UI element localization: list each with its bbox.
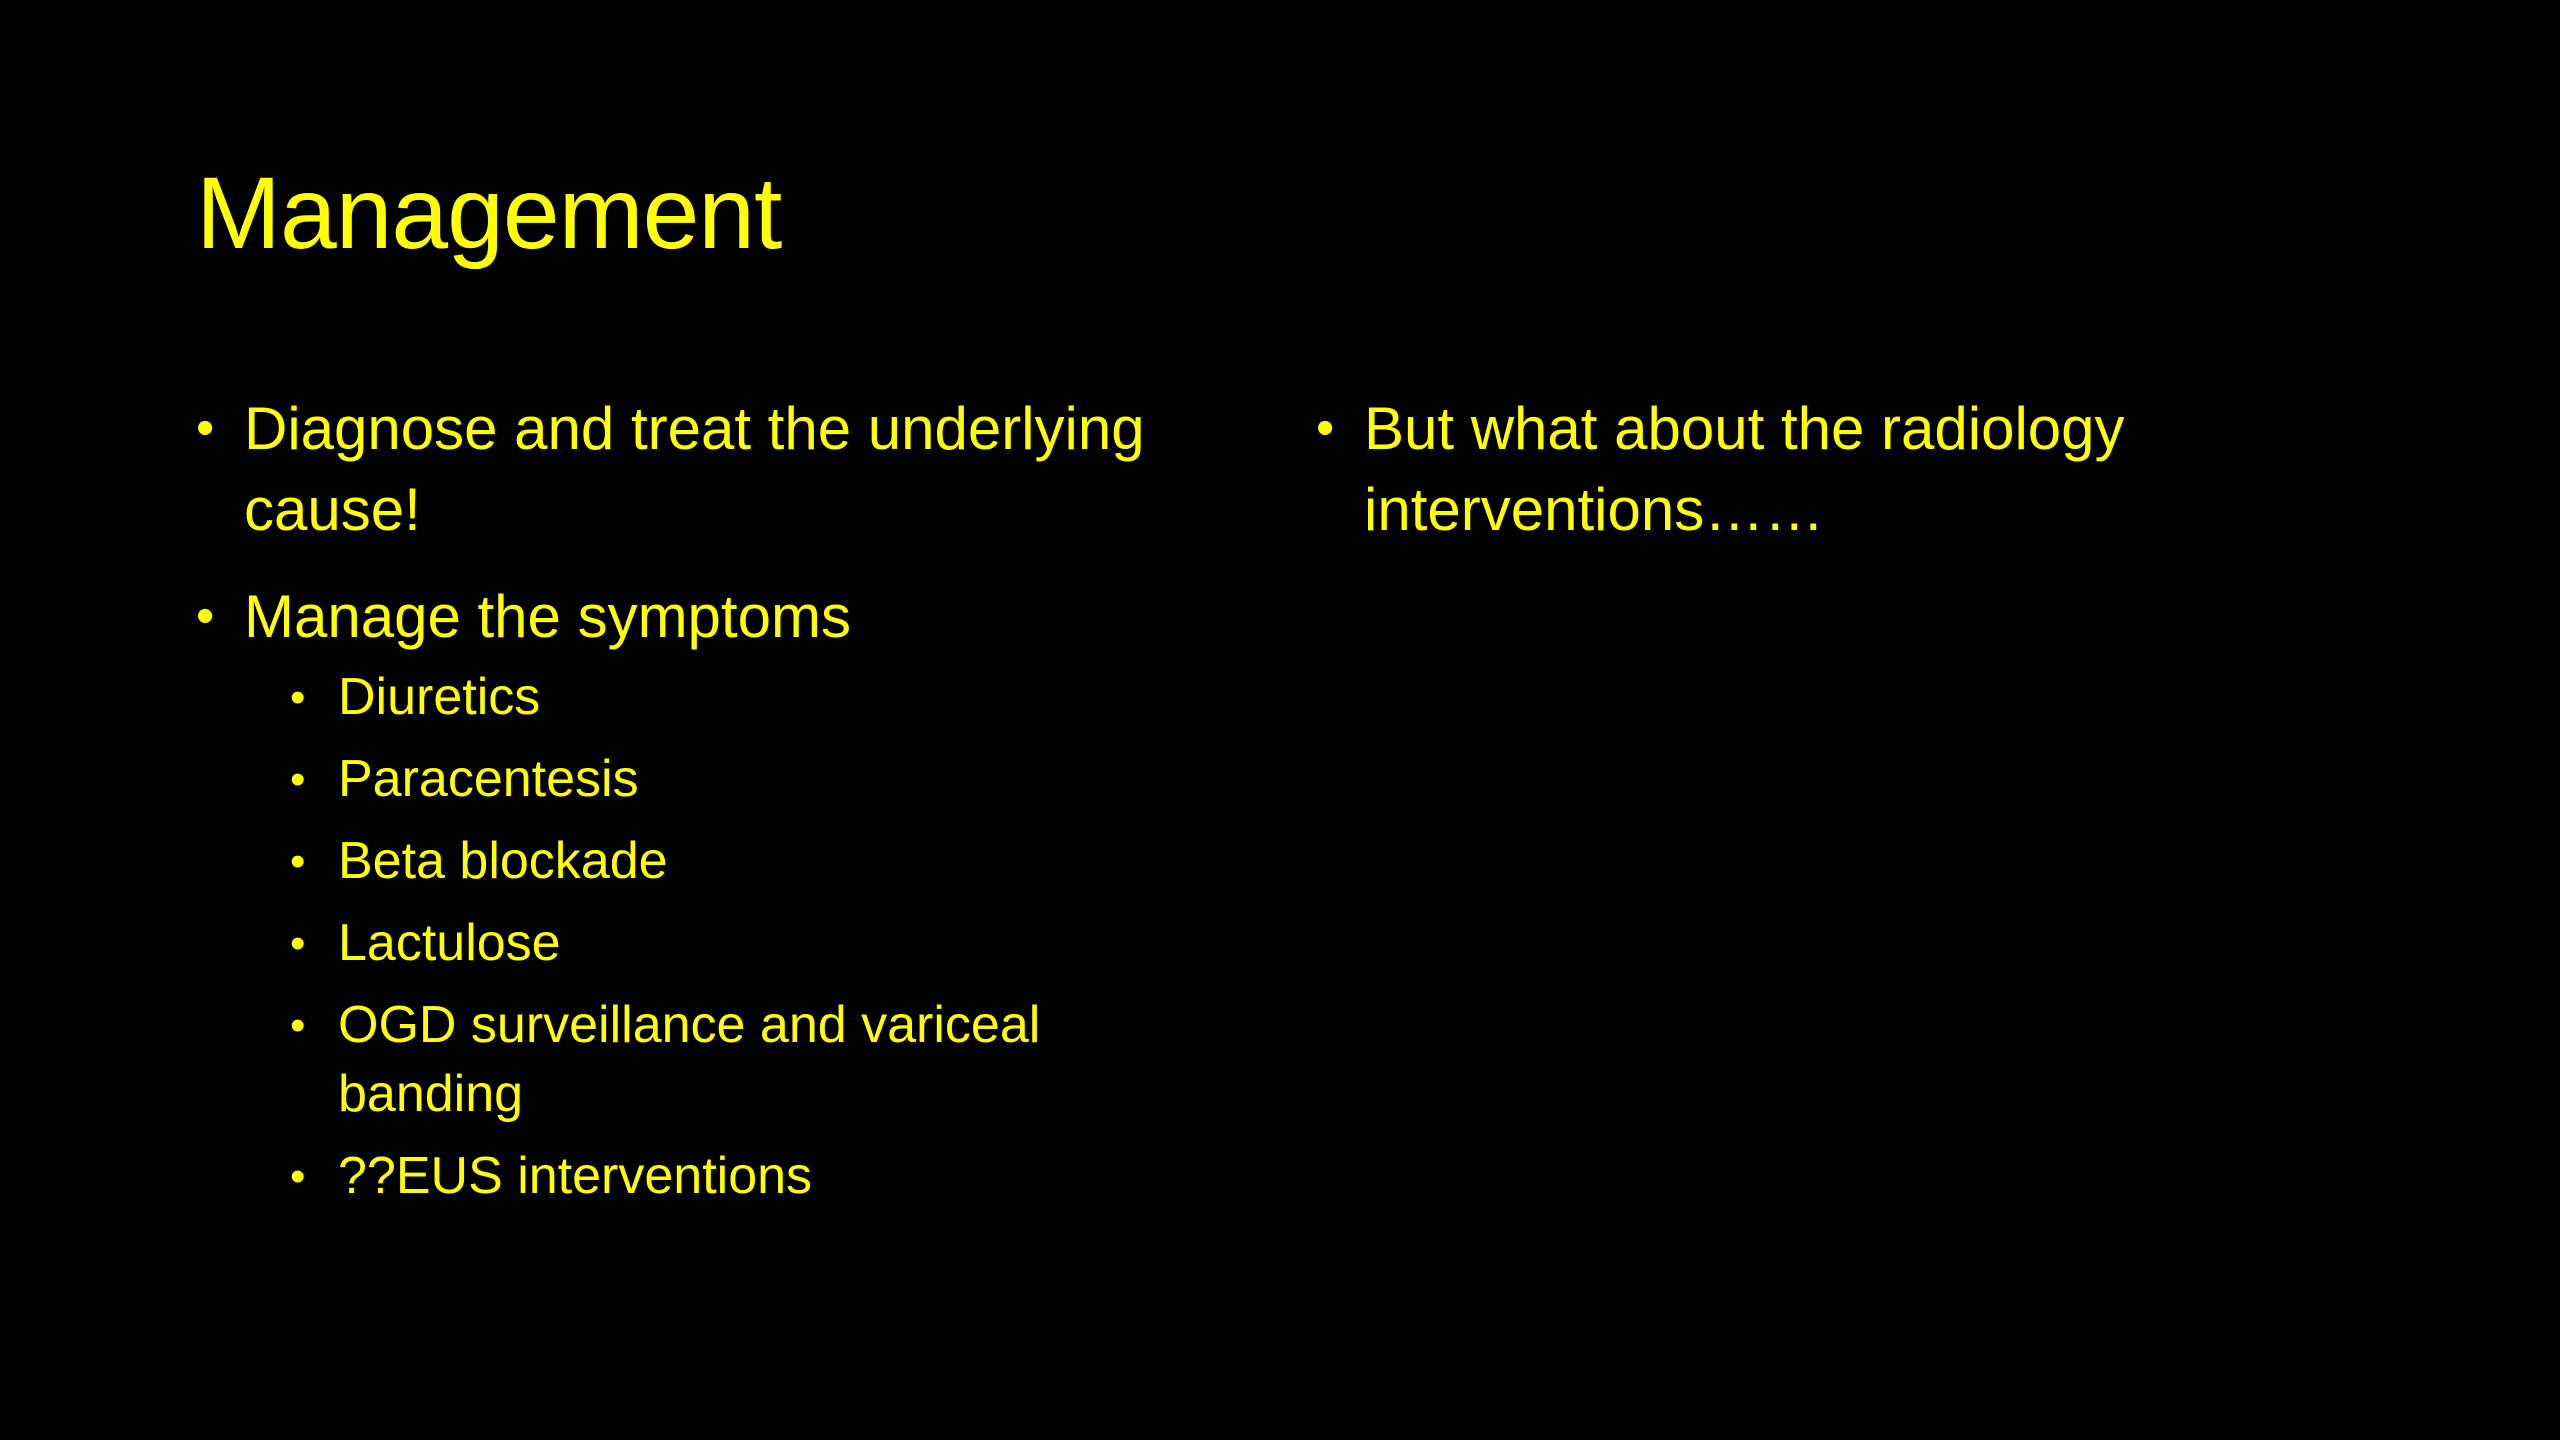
bullet-text: But what about the radiology interventions…… [1364,395,2125,543]
bullet-text: Diagnose and treat the underlying cause! [244,395,1145,543]
sub-bullet-item [290,663,1196,732]
sub-bullet-text: OGD surveillance and variceal banding [338,996,1041,1123]
left-column [196,388,1196,1237]
right-column [1316,388,2366,576]
sub-bullet-item [290,909,1196,978]
sub-bullet-text: Paracentesis [338,750,639,808]
sub-bullet-text: Lactulose [338,914,561,972]
bullet-item-manage-symptoms [196,576,1196,1211]
bullet-icon: • [290,1152,306,1201]
sub-bullet-item [290,827,1196,896]
bullet-icon: • [290,919,306,968]
sub-bullet-list [244,663,1196,1211]
bullet-text: Manage the symptoms [244,583,851,650]
bullet-item-radiology [1316,388,2366,550]
bullet-icon: • [290,1001,306,1050]
sub-bullet-text: ??EUS interventions [338,1147,813,1205]
bullet-icon: • [196,587,215,645]
left-bullet-list [196,388,1196,1211]
sub-bullet-item [290,745,1196,814]
bullet-icon: • [290,837,306,886]
bullet-icon: • [196,399,215,457]
bullet-icon: • [1316,399,1335,457]
bullet-icon: • [290,673,306,722]
sub-bullet-item [290,991,1196,1129]
slide-title: Management [196,156,782,270]
bullet-icon: • [290,755,306,804]
right-bullet-list [1316,388,2366,550]
sub-bullet-item [290,1142,1196,1211]
sub-bullet-text: Diuretics [338,668,541,726]
sub-bullet-text: Beta blockade [338,832,668,890]
bullet-item-diagnose [196,388,1196,550]
